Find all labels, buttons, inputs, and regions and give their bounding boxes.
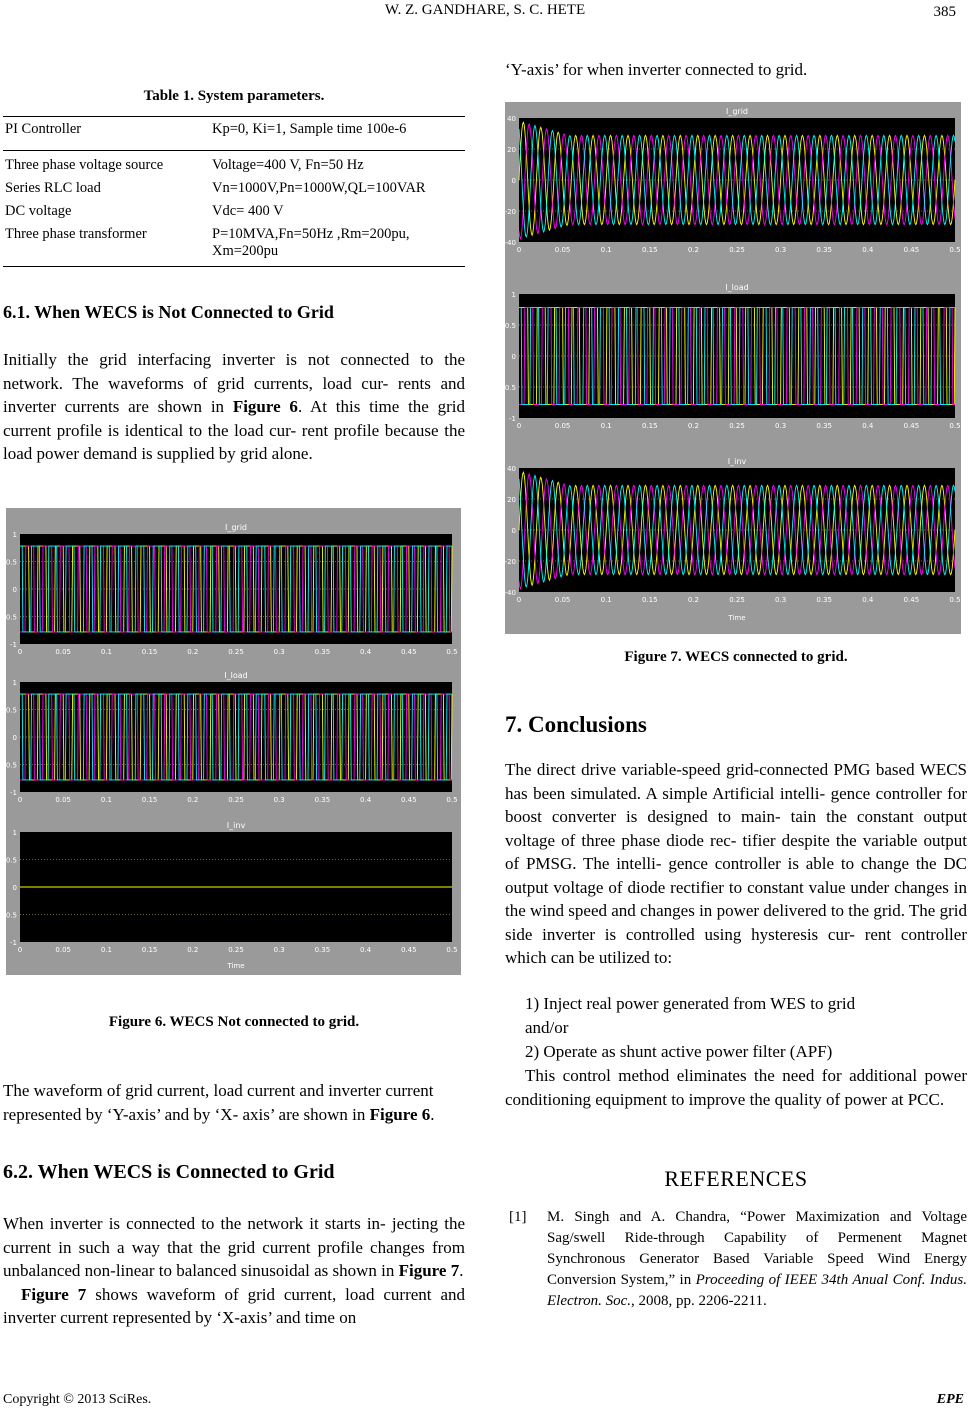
table-row: [3, 117, 465, 151]
y-tick-label: 0.5: [5, 856, 17, 865]
figure-ref: Figure 7: [398, 1261, 460, 1280]
table-row: [3, 151, 465, 179]
reference-entry: [547, 1207, 967, 1312]
y-tick-label: 0: [12, 586, 17, 594]
system-parameters-table: [3, 116, 465, 267]
table-caption: Table 1. System parameters.: [143, 88, 325, 104]
x-tick-label: 0.1: [100, 796, 112, 804]
panel-title: I_grid: [224, 523, 248, 532]
x-tick-label: 0.25: [729, 246, 745, 254]
conclusions-item-2: 2) Operate as shunt active power filter (APF): [525, 1042, 833, 1061]
footer-journal: EPE: [936, 1392, 964, 1407]
figure-6: [3, 508, 461, 975]
table-row: [3, 224, 465, 267]
figure-7-caption: Figure 7. WECS connected to grid.: [624, 649, 848, 665]
x-tick-label: 0: [17, 796, 23, 804]
scope-panel: [505, 107, 961, 254]
section-6-2-continuation: ‘Y-axis’ for when inverter connected to grid.: [505, 60, 808, 79]
scope-panel: [502, 283, 960, 430]
table-cell-line: P=10MVA,Fn=50Hz ,Rm=200pu,: [212, 226, 410, 242]
table-cell: [210, 224, 465, 267]
figure-6-plot: [3, 508, 461, 975]
x-tick-label: 0: [516, 246, 522, 254]
y-tick-label: 20: [507, 496, 516, 504]
x-tick-label: 0.5: [949, 422, 961, 430]
y-tick-label: 1: [12, 531, 17, 539]
panel-title: I_inv: [727, 457, 747, 466]
para-text: shows waveform of grid current, load current and inverter current represented by ‘X-axis’ and time on: [3, 1284, 465, 1327]
y-tick-label: -1: [10, 641, 17, 649]
x-tick-label: 0.45: [401, 648, 417, 656]
x-tick-label: 0.05: [55, 946, 71, 954]
table-cell: Three phase voltage source: [5, 157, 164, 173]
y-tick-label: 40: [507, 465, 516, 473]
x-tick-label: 0.15: [141, 648, 158, 656]
y-tick-label: 0: [511, 177, 516, 185]
page-number: 385: [933, 4, 956, 20]
running-header: W. Z. GANDHARE, S. C. HETE: [384, 2, 586, 18]
conclusions-heading: 7. Conclusions: [505, 712, 647, 737]
y-tick-label: 0.5: [5, 558, 17, 567]
table-row: [3, 178, 465, 201]
x-tick-label: 0.5: [446, 796, 458, 804]
x-tick-label: 0.35: [314, 648, 331, 656]
y-tick-label: 0: [12, 734, 17, 742]
x-tick-label: 0.2: [687, 596, 699, 604]
x-tick-label: 0.4: [862, 596, 874, 604]
x-tick-label: 0.25: [729, 422, 745, 430]
x-tick-label: 0.2: [687, 246, 699, 254]
y-tick-label: -20: [504, 208, 516, 216]
conclusions-item-1: 1) Inject real power generated from WES to grid: [525, 994, 856, 1013]
table-cell: Vn=1000V,Pn=1000W,QL=100VAR: [212, 180, 426, 196]
x-tick-label: 0.5: [446, 648, 458, 656]
section-6-1-paragraph: [3, 348, 465, 466]
x-tick-label: 0.45: [903, 596, 920, 604]
y-tick-label: 0: [511, 527, 516, 535]
x-tick-label: 0.3: [273, 648, 285, 656]
conclusions-item-1b: and/or: [525, 1018, 569, 1037]
y-tick-label: -40: [504, 239, 516, 247]
scope-panel: [3, 821, 457, 954]
x-tick-label: 0.05: [554, 246, 571, 254]
x-tick-label: 0.4: [862, 246, 874, 254]
y-tick-label: -1: [509, 415, 516, 423]
x-tick-label: 0: [17, 648, 23, 656]
panel-title: I_grid: [725, 107, 749, 116]
x-tick-label: 0.1: [100, 946, 112, 954]
y-tick-label: 1: [12, 829, 17, 837]
x-tick-label: 0.35: [314, 946, 331, 954]
para-text: The waveform of grid current, load current and inverter current represented by ‘Y-axis’ and by ‘X- axis’ are shown in: [3, 1081, 434, 1124]
x-tick-label: 0.15: [642, 596, 658, 604]
reference-text: M. Singh and A. Chandra, “Power Maximization and Voltage Sag/swell Ride-through Capability of Permenent Magnet Synchronous Generator Based Variable Speed Wind Energy Conversion System,” in: [547, 1209, 967, 1288]
x-tick-label: 0.1: [600, 422, 612, 430]
table-cell: Vdc= 400 V: [212, 203, 284, 219]
x-tick-label: 0.25: [228, 796, 244, 804]
x-tick-label: 0.25: [729, 596, 745, 604]
figure-7: [502, 102, 961, 634]
x-tick-label: 0.05: [55, 796, 71, 804]
x-tick-label: 0.3: [775, 596, 787, 604]
x-tick-label: 0.45: [401, 946, 417, 954]
reference-number: [1]: [509, 1209, 527, 1225]
x-axis-label: Time: [728, 614, 746, 622]
conclusions-paragraph-2: This control method eliminates the need for additional power conditioning equipment to improve the quality of power at PCC.: [505, 1066, 967, 1109]
x-tick-label: 0.15: [141, 946, 158, 954]
para-text: Initially the grid interfacing inverter is not connected to the network. The waveforms of grid currents, load cur- rents and inverter currents are shown in: [3, 350, 465, 416]
x-tick-label: 0.5: [949, 246, 961, 254]
y-tick-label: -0.5: [3, 761, 17, 770]
x-tick-label: 0.15: [642, 422, 658, 430]
x-tick-label: 0.1: [100, 648, 112, 656]
conclusions-paragraph: The direct drive variable-speed grid-connected PMG based WECS has been simulated. A simple Artificial intelli- gence controller for boost converter is designed to main- tain the constant output voltage of three phase diode rec- tifier despite the variable output of PMSG. The intelli- gence controller is able to change the DC output voltage of diode rectifier to constant value under changes in the wind speed and changes in power delivered to the grid. The grid side inverter is controlled using hysteresis cur- rent controller which can be utilized to:: [505, 760, 967, 967]
x-tick-label: 0.15: [642, 246, 658, 254]
y-tick-label: 40: [507, 115, 516, 123]
figure-ref: Figure 6: [369, 1104, 431, 1124]
x-tick-label: 0.2: [687, 422, 699, 430]
panel-title: I_load: [224, 671, 248, 680]
x-tick-label: 0.5: [446, 946, 458, 954]
table-cell: PI Controller: [3, 117, 210, 151]
y-tick-label: -20: [504, 558, 516, 566]
scope-panel: [3, 671, 457, 804]
x-tick-label: 0.25: [228, 946, 244, 954]
figure-7-plot: [502, 102, 961, 634]
x-tick-label: 0.1: [600, 246, 612, 254]
y-tick-label: -1: [10, 939, 17, 947]
x-tick-label: 0.35: [816, 422, 832, 430]
x-tick-label: 0.3: [273, 946, 285, 954]
x-tick-label: 0.05: [554, 422, 571, 430]
table-cell: Three phase transformer: [3, 224, 210, 267]
y-tick-label: -0.5: [3, 613, 17, 622]
table-cell: Series RLC load: [5, 180, 101, 196]
table-row: [3, 201, 465, 224]
x-tick-label: 0.2: [187, 648, 199, 656]
panel-title: I_load: [725, 283, 749, 292]
y-tick-label: 1: [12, 679, 17, 687]
references-heading: REFERENCES: [664, 1166, 808, 1191]
y-tick-label: -40: [504, 589, 516, 597]
x-tick-label: 0: [17, 946, 23, 954]
figure-ref: Figure 6: [232, 397, 298, 416]
x-tick-label: 0.2: [187, 946, 199, 954]
x-tick-label: 0.3: [775, 246, 787, 254]
section-heading-6-1: 6.1. When WECS is Not Connected to Grid: [3, 302, 334, 322]
table-cell: Voltage=400 V, Fn=50 Hz: [212, 157, 364, 173]
section-heading-6-2: 6.2. When WECS is Connected to Grid: [3, 1161, 335, 1183]
y-tick-label: 0: [12, 884, 17, 892]
x-tick-label: 0: [516, 422, 522, 430]
x-tick-label: 0.2: [187, 796, 199, 804]
para-text: .: [430, 1104, 435, 1124]
y-tick-label: 0.5: [5, 706, 17, 715]
y-tick-label: 20: [507, 146, 516, 154]
figure-ref: Figure 7: [21, 1284, 87, 1304]
x-axis-label: Time: [227, 962, 245, 970]
x-tick-label: 0.45: [903, 422, 920, 430]
reference-text: , 2008, pp. 2206-2211.: [631, 1293, 767, 1309]
table-cell: DC voltage: [5, 203, 72, 219]
table-cell-line: Xm=200pu: [212, 243, 279, 259]
figure-6-caption: Figure 6. WECS Not connected to grid.: [108, 1014, 360, 1030]
y-tick-label: 1: [511, 291, 516, 299]
x-tick-label: 0.3: [273, 796, 285, 804]
x-tick-label: 0.35: [816, 596, 832, 604]
x-tick-label: 0.4: [360, 648, 372, 656]
table-cell: Kp=0, Ki=1, Sample time 100e-6: [210, 117, 465, 151]
x-tick-label: 0.35: [816, 246, 832, 254]
y-tick-label: -0.5: [3, 911, 17, 920]
x-tick-label: 0.3: [775, 422, 787, 430]
y-tick-label: -0.5: [502, 384, 516, 392]
x-tick-label: 0.25: [228, 648, 244, 656]
reference-venue: Proceeding of IEEE 34th Anual Conf. Indus. Electron. Soc.: [547, 1272, 967, 1309]
x-tick-label: 0.45: [903, 246, 920, 254]
x-tick-label: 0.4: [862, 422, 874, 430]
x-tick-label: 0.4: [360, 796, 372, 804]
footer-copyright: Copyright © 2013 SciRes.: [3, 1392, 152, 1407]
y-tick-label: -1: [10, 789, 17, 797]
x-tick-label: 0.15: [141, 796, 158, 804]
panel-title: I_inv: [226, 821, 246, 830]
x-tick-label: 0.4: [360, 946, 372, 954]
para-text: .: [459, 1261, 464, 1280]
section-6-2-paragraph: [3, 1212, 465, 1330]
x-tick-label: 0.35: [314, 796, 331, 804]
figure-6-description: [3, 1079, 465, 1126]
x-tick-label: 0: [516, 596, 522, 604]
x-tick-label: 0.45: [401, 796, 417, 804]
x-tick-label: 0.5: [949, 596, 961, 604]
para-text: . At this time the grid current profile is identical to the load cur- rent profile because the load power demand is supplied by grid alone.: [3, 397, 466, 463]
y-tick-label: 0: [511, 353, 516, 361]
para-text: When inverter is connected to the network it starts in- jecting the current in such a way that the grid current profile changes from unbalanced non-linear to balanced sinusoidal as shown in: [3, 1214, 465, 1280]
scope-panel: [505, 457, 961, 604]
x-tick-label: 0.1: [600, 596, 612, 604]
x-tick-label: 0.05: [554, 596, 571, 604]
scope-panel: [3, 523, 457, 656]
y-tick-label: 0.5: [504, 322, 516, 330]
x-tick-label: 0.05: [55, 648, 71, 656]
